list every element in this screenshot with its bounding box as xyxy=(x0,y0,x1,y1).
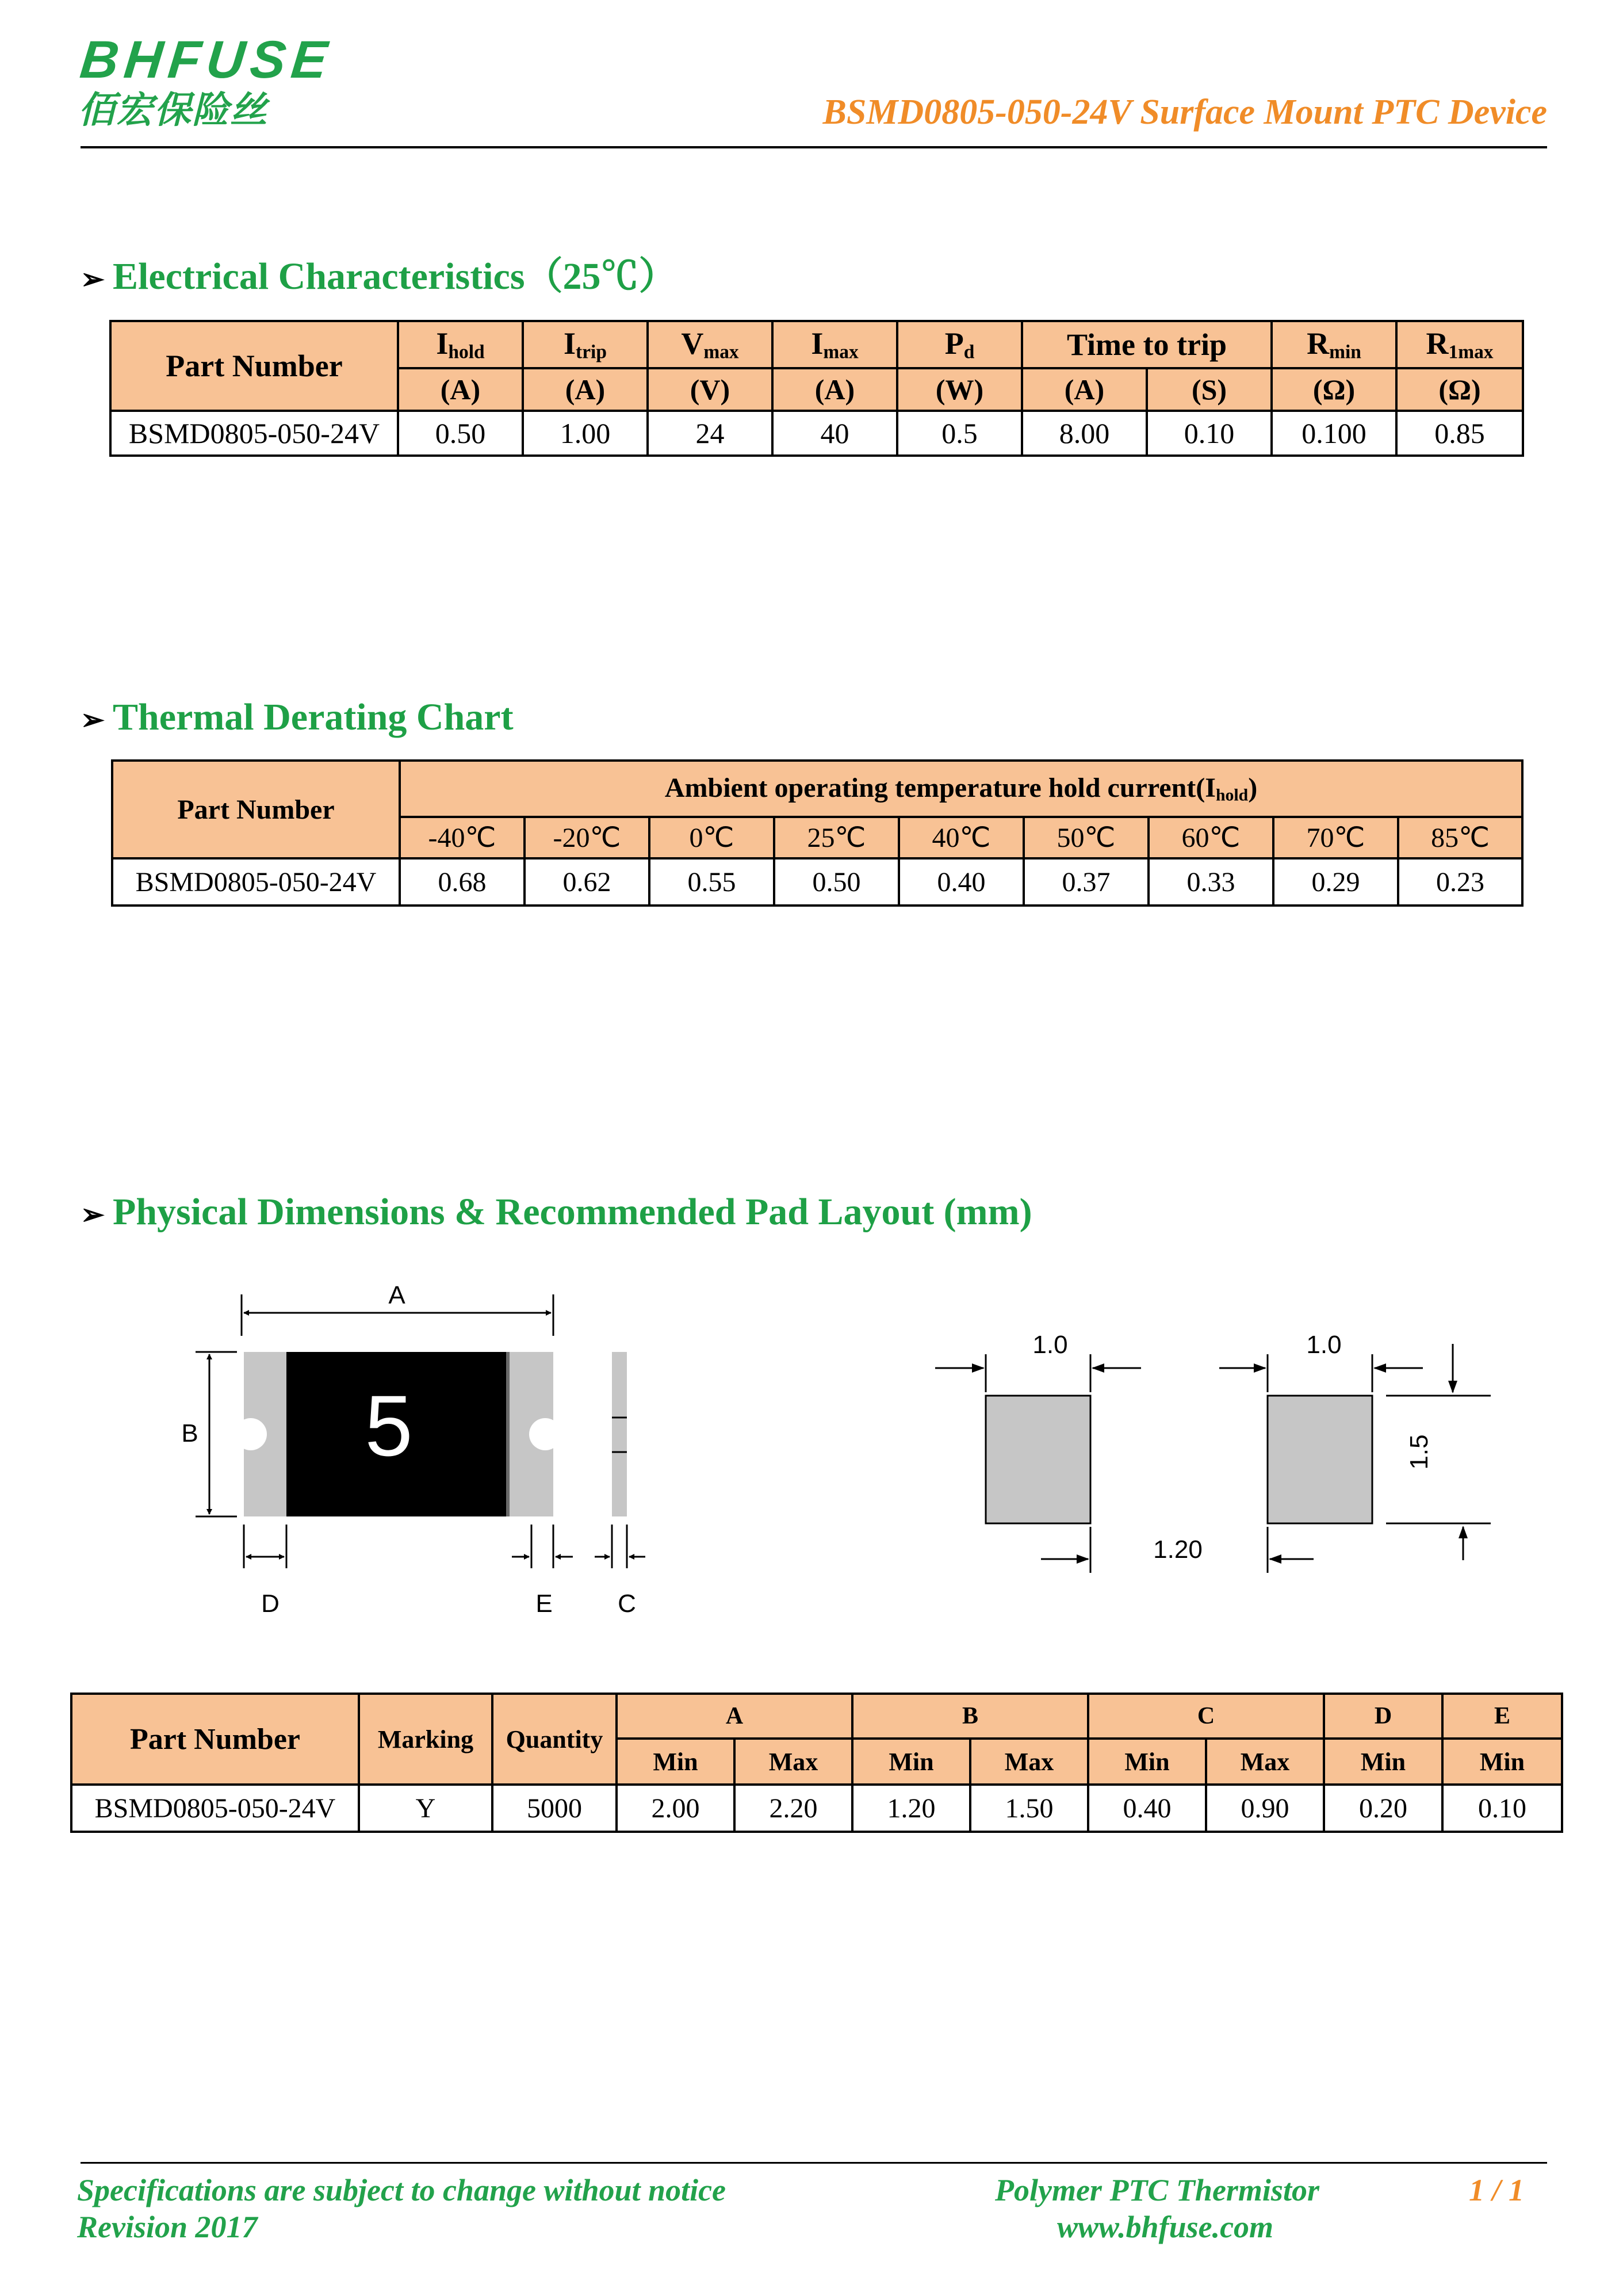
header-temp: 0℃ xyxy=(649,817,774,858)
header-dim-e: E xyxy=(1442,1694,1562,1739)
header-temp: 25℃ xyxy=(774,817,899,858)
header-part-number: Part Number xyxy=(110,321,398,411)
cell-value: 0.68 xyxy=(400,858,525,906)
header-min: Min xyxy=(617,1739,734,1785)
cell-value: 0.90 xyxy=(1206,1785,1324,1832)
cell-value: 5000 xyxy=(492,1785,617,1832)
cell-value: 2.00 xyxy=(617,1785,734,1832)
cell-value: 0.23 xyxy=(1398,858,1522,906)
unit-rmin: (Ω) xyxy=(1272,368,1396,411)
dimension-e xyxy=(512,1525,573,1618)
cell-value: 24 xyxy=(648,411,772,456)
header-r1max: $R_{1max}$ xyxy=(1396,321,1523,368)
brand-logo-cn: 佰宏保险丝 xyxy=(78,89,268,132)
cell-value: 0.40 xyxy=(1088,1785,1206,1832)
cell-part-number: BSMD0805-050-24V xyxy=(112,858,400,906)
cell-value: 1.20 xyxy=(852,1785,970,1832)
dimension-a xyxy=(242,1281,553,1336)
cell-value: 0.20 xyxy=(1324,1785,1442,1832)
unit-imax: (A) xyxy=(772,368,897,411)
header-ambient-hold-current: Ambient operating temperature hold $current(I_{hold})$ xyxy=(400,761,1522,817)
section-title-physical: ➢ Physical Dimensions & Recommended Pad Layout (mm) xyxy=(81,1191,1032,1233)
cell-value: 0.10 xyxy=(1147,411,1272,456)
cell-value: 8.00 xyxy=(1022,411,1147,456)
dimension-b xyxy=(181,1352,237,1516)
footer-revision: Revision 2017 xyxy=(77,2210,258,2244)
cell-value: 0.85 xyxy=(1396,411,1523,456)
electrical-characteristics-table xyxy=(109,320,1524,457)
header-rule xyxy=(81,146,1547,148)
footer-disclaimer: Specifications are subject to change without notice xyxy=(77,2173,726,2207)
label-d: D xyxy=(261,1590,280,1618)
dimensions-table xyxy=(70,1693,1563,1833)
cell-value: 0.29 xyxy=(1273,858,1398,906)
cell-value: 0.5 xyxy=(897,411,1022,456)
unit-trip-current: (A) xyxy=(1022,368,1147,411)
brand-logo: BHFUSE xyxy=(77,30,336,89)
header-itrip: $I_{trip}$ xyxy=(523,321,648,368)
footer-page-number: 1 / 1 xyxy=(1469,2173,1525,2207)
cell-value: 0.100 xyxy=(1272,411,1396,456)
table-row xyxy=(71,1785,1562,1832)
header-time-to-trip: Time to trip xyxy=(1022,321,1272,368)
footer-website: www.bhfuse.com xyxy=(1057,2210,1274,2244)
header-part-number: Part Number xyxy=(71,1694,359,1785)
pad-height-label: 1.5 xyxy=(1405,1434,1433,1470)
chip-marking: 5 xyxy=(365,1377,413,1474)
label-b: B xyxy=(181,1419,198,1447)
header-quantity: Quantity xyxy=(492,1694,617,1785)
header-pd: $P_d$ xyxy=(897,321,1022,368)
cell-part-number: BSMD0805-050-24V xyxy=(110,411,398,456)
pad-layout-drawing xyxy=(935,1331,1491,1573)
pad-left xyxy=(986,1396,1090,1523)
dimension-d xyxy=(244,1525,286,1618)
cell-value: 0.62 xyxy=(525,858,649,906)
section-title-electrical: ➢ Electrical Characteristics（25℃） xyxy=(81,255,677,297)
pad-width-label: 1.0 xyxy=(1032,1331,1068,1359)
header-dim-c: C xyxy=(1088,1694,1324,1739)
header-min: Min xyxy=(1324,1739,1442,1785)
cell-value: 0.37 xyxy=(1024,858,1149,906)
cell-value: 0.10 xyxy=(1442,1785,1562,1832)
header-dim-d: D xyxy=(1324,1694,1442,1739)
cell-value: 1.00 xyxy=(523,411,648,456)
header-part-number: Part Number xyxy=(112,761,400,858)
header-marking: Marking xyxy=(359,1694,492,1785)
header-dim-a: A xyxy=(617,1694,852,1739)
table-row xyxy=(110,411,1523,456)
table-row xyxy=(112,858,1522,906)
header-temp: 70℃ xyxy=(1273,817,1398,858)
header-temp: -40℃ xyxy=(400,817,525,858)
cell-value: 0.33 xyxy=(1149,858,1273,906)
label-a: A xyxy=(388,1281,405,1309)
header-max: Max xyxy=(970,1739,1088,1785)
header-max: Max xyxy=(734,1739,852,1785)
header-rmin: $R_{min}$ xyxy=(1272,321,1396,368)
unit-itrip: (A) xyxy=(523,368,648,411)
cell-value: Y xyxy=(359,1785,492,1832)
header-dim-b: B xyxy=(852,1694,1088,1739)
header-temp: 50℃ xyxy=(1024,817,1149,858)
cell-value: 0.40 xyxy=(899,858,1024,906)
section-title-thermal: ➢ Thermal Derating Chart xyxy=(81,696,514,738)
unit-r1max: (Ω) xyxy=(1396,368,1523,411)
cell-value: 0.50 xyxy=(774,858,899,906)
header-temp: 40℃ xyxy=(899,817,1024,858)
thermal-derating-table xyxy=(111,759,1524,907)
unit-pd: (W) xyxy=(897,368,1022,411)
cell-value: 2.20 xyxy=(734,1785,852,1832)
cell-value: 1.50 xyxy=(970,1785,1088,1832)
pad-gap-label: 1.20 xyxy=(1153,1535,1203,1564)
header-min: Min xyxy=(1088,1739,1206,1785)
unit-trip-time: (S) xyxy=(1147,368,1272,411)
chip-top-view xyxy=(235,1352,561,1516)
header-max: Max xyxy=(1206,1739,1324,1785)
header-ihold: $I_{hold}$ xyxy=(398,321,523,368)
bullet-arrow-icon: ➢ xyxy=(81,263,105,295)
header-min: Min xyxy=(1442,1739,1562,1785)
label-c: C xyxy=(618,1590,636,1618)
unit-vmax: (V) xyxy=(648,368,772,411)
pad-right xyxy=(1268,1396,1372,1523)
bullet-arrow-icon: ➢ xyxy=(81,1198,105,1231)
cell-value: 0.50 xyxy=(398,411,523,456)
unit-ihold: (A) xyxy=(398,368,523,411)
header-min: Min xyxy=(852,1739,970,1785)
header-temp: 85℃ xyxy=(1398,817,1522,858)
header-temp: -20℃ xyxy=(525,817,649,858)
label-e: E xyxy=(535,1590,553,1618)
cell-part-number: BSMD0805-050-24V xyxy=(71,1785,359,1832)
chip-side-view xyxy=(612,1352,627,1516)
cell-value: 40 xyxy=(772,411,897,456)
cell-value: 0.55 xyxy=(649,858,774,906)
dimension-c xyxy=(595,1525,645,1618)
component-dimension-drawing xyxy=(0,1260,1623,1628)
header-temp: 60℃ xyxy=(1149,817,1273,858)
pad-width-label: 1.0 xyxy=(1306,1331,1342,1359)
header-vmax: $V_{max}$ xyxy=(648,321,772,368)
bullet-arrow-icon: ➢ xyxy=(81,704,105,736)
footer-rule xyxy=(81,2162,1547,2164)
footer-product-type: Polymer PTC Thermistor xyxy=(995,2173,1319,2207)
header-imax: $I_{max}$ xyxy=(772,321,897,368)
document-title: BSMD0805-050-24V Surface Mount PTC Device xyxy=(822,93,1547,132)
